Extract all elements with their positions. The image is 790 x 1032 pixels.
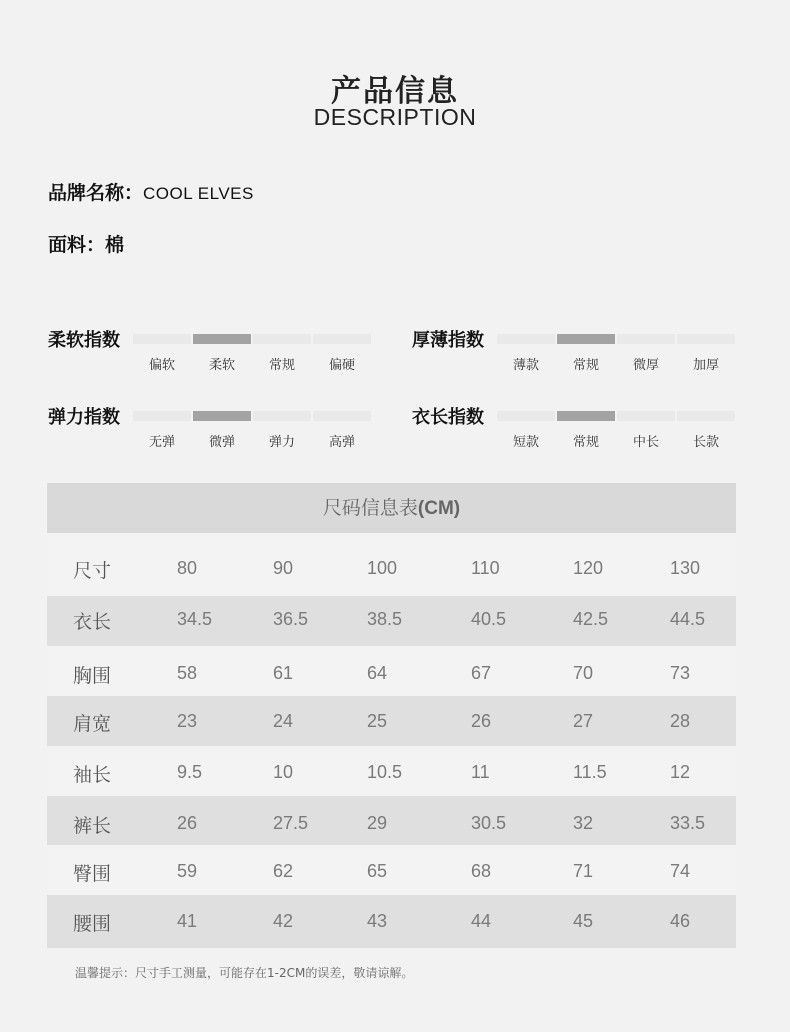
index-label: 厚薄指数 bbox=[412, 330, 484, 351]
scale-bar bbox=[497, 411, 555, 421]
table-cell: 44 bbox=[471, 911, 492, 931]
table-cell: 70 bbox=[573, 663, 594, 683]
row-label: 胸围 bbox=[73, 665, 112, 687]
table-row bbox=[47, 895, 736, 948]
fabric-label: 面料： bbox=[48, 234, 106, 256]
table-row bbox=[47, 696, 736, 746]
scale-bar bbox=[133, 411, 191, 421]
table-cell: 41 bbox=[177, 911, 198, 931]
table-row bbox=[47, 533, 736, 596]
table-cell: 74 bbox=[670, 861, 691, 881]
table-cell: 43 bbox=[367, 911, 388, 931]
table-cell: 26 bbox=[471, 711, 492, 731]
scale-option-label: 短款 bbox=[512, 435, 539, 450]
fabric-row bbox=[48, 230, 124, 257]
table-cell: 110 bbox=[471, 558, 500, 578]
table-cell: 42.5 bbox=[573, 609, 609, 629]
scale-bar bbox=[617, 411, 675, 421]
scale-bar-selected bbox=[557, 411, 615, 421]
index-label: 衣长指数 bbox=[412, 407, 484, 428]
table-cell: 23 bbox=[177, 711, 198, 731]
size-table-unit: (CM) bbox=[417, 498, 461, 519]
table-cell: 45 bbox=[573, 911, 594, 931]
scale-bar-selected bbox=[193, 411, 251, 421]
scale-bar bbox=[253, 411, 311, 421]
scale-bar bbox=[677, 334, 735, 344]
table-cell: 73 bbox=[670, 663, 691, 683]
scale-option-label: 高弹 bbox=[328, 435, 355, 450]
brand-label: 品牌名称： bbox=[48, 182, 144, 204]
table-row bbox=[47, 596, 736, 646]
scale-bar bbox=[677, 411, 735, 421]
scale-option-label: 微厚 bbox=[632, 358, 659, 373]
page-title: 产品信息 bbox=[331, 74, 459, 109]
scale-option-label: 薄款 bbox=[512, 358, 539, 373]
scale-bar bbox=[313, 334, 371, 344]
row-label: 肩宽 bbox=[73, 713, 112, 735]
table-cell: 64 bbox=[367, 663, 388, 683]
scale-option-label: 常规 bbox=[268, 358, 295, 373]
table-row bbox=[47, 646, 736, 696]
table-cell: 12 bbox=[670, 762, 691, 782]
table-cell: 130 bbox=[670, 558, 701, 578]
table-cell: 9.5 bbox=[177, 762, 203, 782]
scale-bar-selected bbox=[557, 334, 615, 344]
scale-option-label: 偏硬 bbox=[328, 358, 355, 373]
size-table-title: 尺码信息表 bbox=[322, 497, 418, 519]
table-cell: 42 bbox=[273, 911, 294, 931]
table-cell: 67 bbox=[471, 663, 492, 683]
table-cell: 59 bbox=[177, 861, 198, 881]
scale-option-label: 常规 bbox=[572, 358, 599, 373]
scale-option-label: 偏软 bbox=[148, 358, 175, 373]
table-cell: 44.5 bbox=[670, 609, 706, 629]
index-label: 弹力指数 bbox=[48, 407, 120, 428]
table-cell: 68 bbox=[471, 861, 492, 881]
scale-option-label: 长款 bbox=[692, 435, 719, 450]
table-cell: 46 bbox=[670, 911, 691, 931]
table-cell: 90 bbox=[273, 558, 294, 578]
scale-bar bbox=[133, 334, 191, 344]
table-cell: 34.5 bbox=[177, 609, 213, 629]
fabric-value: 棉 bbox=[105, 234, 125, 256]
row-label: 臀围 bbox=[73, 863, 112, 885]
row-label: 袖长 bbox=[73, 764, 112, 786]
table-cell: 38.5 bbox=[367, 609, 403, 629]
row-label: 腰围 bbox=[73, 913, 112, 935]
table-row bbox=[47, 746, 736, 796]
table-row bbox=[47, 796, 736, 845]
scale-option-label: 中长 bbox=[632, 435, 659, 450]
row-label: 尺寸 bbox=[73, 560, 112, 582]
scale-option-label: 无弹 bbox=[148, 435, 175, 450]
table-cell: 32 bbox=[573, 813, 594, 833]
size-table-header bbox=[47, 483, 736, 533]
scale-bar bbox=[497, 334, 555, 344]
table-cell: 120 bbox=[573, 558, 604, 578]
index-label: 柔软指数 bbox=[48, 330, 120, 351]
table-cell: 100 bbox=[367, 558, 398, 578]
table-cell: 10 bbox=[273, 762, 294, 782]
table-cell: 10.5 bbox=[367, 762, 403, 782]
table-cell: 61 bbox=[273, 663, 294, 683]
table-cell: 33.5 bbox=[670, 813, 706, 833]
scale-bar bbox=[253, 334, 311, 344]
scale-bar bbox=[313, 411, 371, 421]
table-cell: 11.5 bbox=[573, 762, 607, 782]
table-cell: 25 bbox=[367, 711, 388, 731]
page-subtitle: DESCRIPTION bbox=[313, 104, 477, 130]
table-cell: 36.5 bbox=[273, 609, 309, 629]
size-table bbox=[47, 483, 736, 948]
table-cell: 28 bbox=[670, 711, 691, 731]
scale-option-label: 加厚 bbox=[692, 358, 719, 373]
scale-option-label: 柔软 bbox=[208, 358, 235, 373]
row-label: 裤长 bbox=[73, 815, 112, 837]
measurement-note: 温馨提示：尺寸手工测量，可能存在1-2CM的误差，敬请谅解。 bbox=[75, 966, 414, 980]
table-cell: 11 bbox=[471, 762, 490, 782]
brand-value: COOL ELVES bbox=[143, 184, 254, 203]
scale-bar bbox=[617, 334, 675, 344]
table-cell: 80 bbox=[177, 558, 198, 578]
table-cell: 27 bbox=[573, 711, 594, 731]
table-cell: 24 bbox=[273, 711, 294, 731]
table-cell: 62 bbox=[273, 861, 294, 881]
row-label: 衣长 bbox=[73, 611, 112, 633]
scale-option-label: 微弹 bbox=[208, 435, 235, 450]
table-cell: 27.5 bbox=[273, 813, 309, 833]
table-cell: 29 bbox=[367, 813, 388, 833]
scale-bar-selected bbox=[193, 334, 251, 344]
table-cell: 58 bbox=[177, 663, 198, 683]
scale-option-label: 常规 bbox=[572, 435, 599, 450]
table-cell: 26 bbox=[177, 813, 198, 833]
brand-row bbox=[48, 178, 254, 205]
scale-option-label: 弹力 bbox=[268, 435, 295, 450]
table-cell: 71 bbox=[573, 861, 594, 881]
table-row bbox=[47, 845, 736, 895]
table-cell: 40.5 bbox=[471, 609, 507, 629]
table-cell: 65 bbox=[367, 861, 388, 881]
table-cell: 30.5 bbox=[471, 813, 507, 833]
